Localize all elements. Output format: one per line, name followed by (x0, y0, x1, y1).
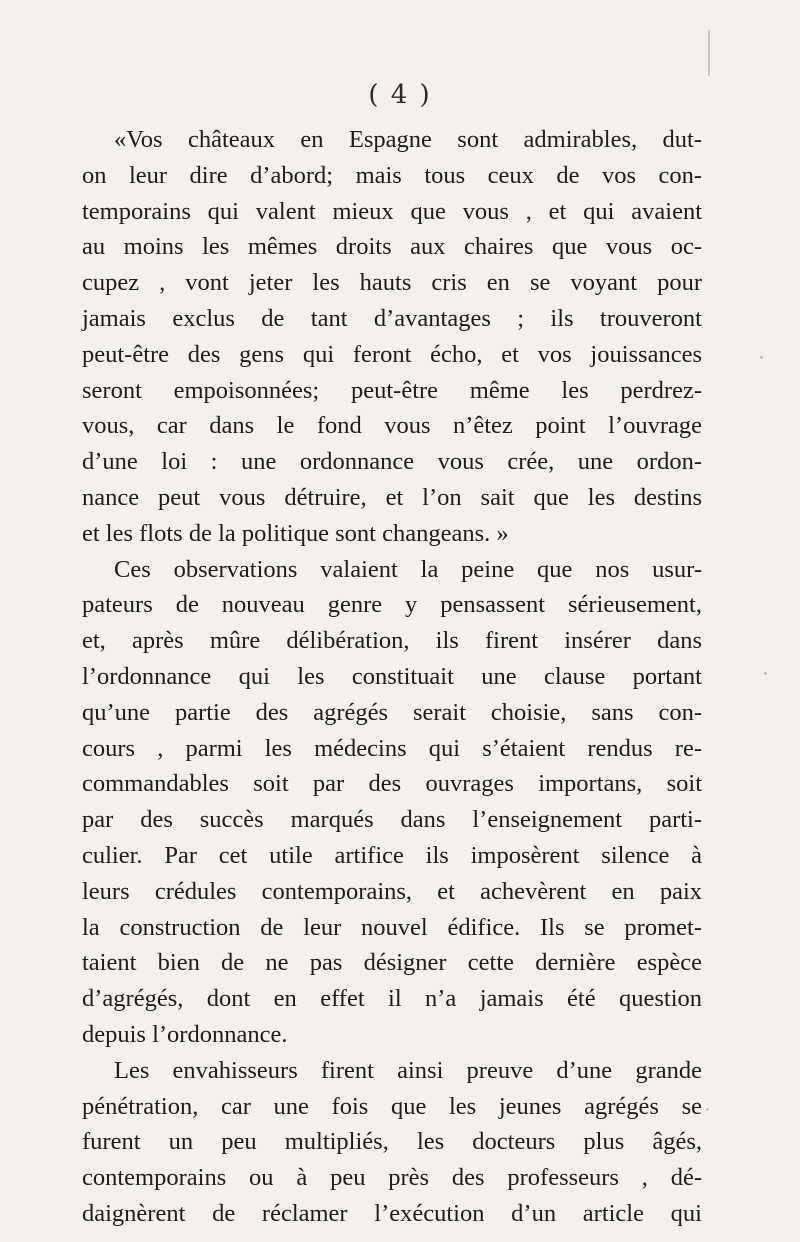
paper-speck (708, 30, 710, 76)
text-line: temporains qui valent mieux que vous , et qui avaient (82, 197, 702, 225)
text-line: la construction de leur nouvel édifice. Ils se promet- (82, 913, 702, 941)
text-line: Ces observations valaient la peine que nos usur- (114, 555, 702, 583)
text-line: au moins les mêmes droits aux chaires que vous oc- (82, 233, 702, 261)
text-line: par des succès marqués dans l’enseignement parti- (82, 806, 702, 834)
text-line: cours , parmi les médecins qui s’étaient rendus re- (82, 734, 702, 762)
text-line: et les flots de la politique sont changeans. » (82, 519, 509, 547)
paper-speck (760, 356, 763, 359)
text-line: d’agrégés, dont en effet il n’a jamais été question (82, 985, 702, 1013)
text-line: cupez , vont jeter les hauts cris en se voyant pour (82, 269, 702, 297)
text-line: peut-être des gens qui feront écho, et vos jouissances (82, 340, 702, 368)
text-line: contemporains ou à peu près des professeurs , dé- (82, 1164, 702, 1192)
text-line: nance peut vous détruire, et l’on sait que les destins (82, 483, 702, 511)
text-line: l’ordonnance qui les constituait une clause portant (82, 662, 702, 690)
text-line: daignèrent de réclamer l’exécution d’un article qui (82, 1199, 702, 1227)
text-line: depuis l’ordonnance. (82, 1020, 288, 1048)
text-line: jamais exclus de tant d’avantages ; ils trouveront (82, 304, 702, 332)
text-line: commandables soit par des ouvrages importans, soit (82, 770, 702, 798)
text-line: on leur dire d’abord; mais tous ceux de vos con- (82, 161, 702, 189)
text-line: taient bien de ne pas désigner cette dernière espèce (82, 949, 702, 977)
text-line: leurs crédules contemporains, et achevèrent en paix (82, 877, 702, 905)
text-line: qu’une partie des agrégés serait choisie, sans con- (82, 698, 702, 726)
paper-speck (764, 672, 767, 675)
text-line: Les envahisseurs firent ainsi preuve d’une grande (114, 1056, 702, 1084)
text-line: «Vos châteaux en Espagne sont admirables, dut- (114, 126, 702, 153)
body-text (82, 122, 702, 1232)
text-line: d’une loi : une ordonnance vous crée, une ordon- (82, 448, 702, 476)
paper-speck (706, 1108, 709, 1111)
text-line: pateurs de nouveau genre y pensassent sérieusement, (82, 591, 702, 619)
text-line: seront empoisonnées; peut-être même les perdrez- (82, 376, 702, 404)
text-line: pénétration, car une fois que les jeunes agrégés se (82, 1092, 702, 1120)
text-line: culier. Par cet utile artifice ils imposèrent silence à (82, 841, 702, 869)
text-line: vous, car dans le fond vous n’êtez point l’ouvrage (82, 412, 702, 440)
page-number: ( 4 ) (368, 80, 432, 110)
text-line: furent un peu multipliés, les docteurs plus âgés, (82, 1128, 702, 1156)
text-line: et, après mûre délibération, ils firent insérer dans (82, 627, 702, 655)
